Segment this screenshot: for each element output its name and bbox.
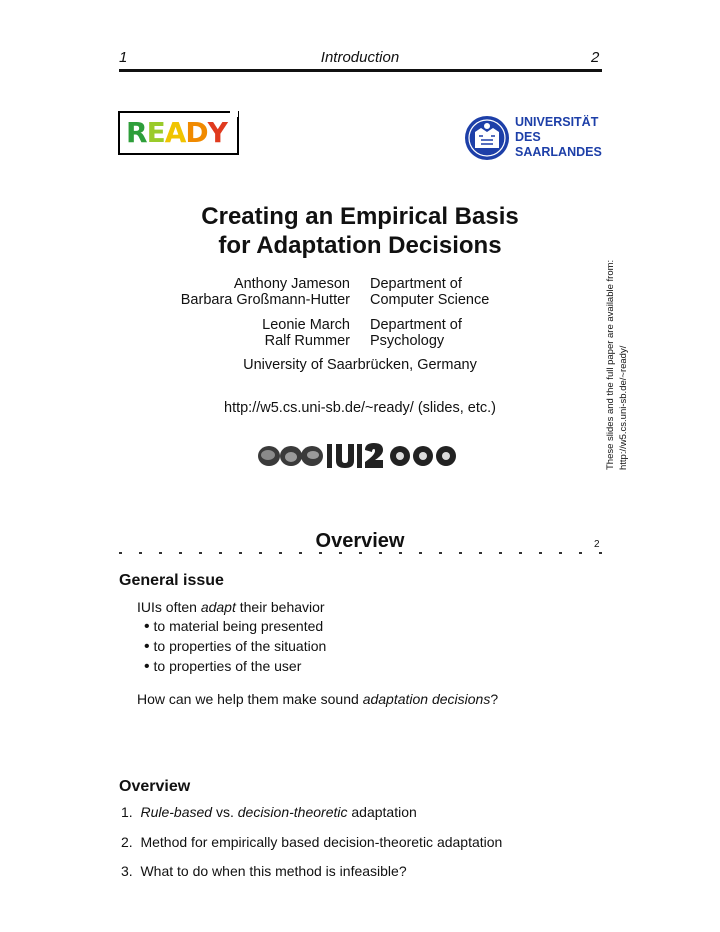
- intro-sentence: [137, 598, 325, 616]
- ready-letter-r: R: [126, 116, 147, 149]
- ready-logo: [118, 111, 239, 155]
- author-name-4: Ralf Rummer: [264, 333, 350, 349]
- author-name-3: Leonie March: [262, 317, 350, 333]
- overview-title: Overview: [315, 530, 405, 552]
- intro-suffix: their behavior: [235, 599, 325, 615]
- overview-item-2: [121, 833, 502, 851]
- item-tail: adaptation: [347, 804, 417, 820]
- ready-logo-text: [126, 118, 227, 148]
- header-left-number: 1: [119, 49, 128, 66]
- author-name-2: Barbara Großmann-Hutter: [180, 292, 350, 308]
- item-text: Method for empirically based decision-theoretic adaptation: [140, 834, 503, 850]
- question-prefix: How can we help them make sound: [137, 691, 363, 707]
- overview-rule: [119, 552, 602, 554]
- item-emphasis-1: Rule-based: [140, 804, 213, 820]
- header-title: Introduction: [320, 49, 400, 66]
- department-line-4: Psychology: [370, 333, 445, 349]
- ready-letter-e: E: [146, 116, 165, 149]
- overview-item-1: [121, 803, 417, 821]
- university-seal-icon: [463, 114, 511, 162]
- general-issue-heading: General issue: [119, 572, 224, 589]
- affiliation: University of Saarbrücken, Germany: [243, 357, 477, 373]
- item-text: What to do when this method is infeasible?: [140, 863, 407, 879]
- side-note: [604, 240, 630, 470]
- side-note-line1: These slides and the full paper are available from:: [605, 259, 616, 470]
- side-note-line2[interactable]: http://w5.cs.uni-sb.de/~ready/: [618, 345, 629, 470]
- overview-page-number: 2: [594, 539, 600, 550]
- bullet-item: [144, 657, 301, 676]
- iui2000-logo-icon: [255, 438, 465, 470]
- slide-title-line1: Creating an Empirical Basis: [201, 203, 519, 230]
- ready-logo-notch: [230, 108, 238, 117]
- header-right-number: 2: [591, 49, 600, 66]
- overview-item-3: [121, 862, 407, 880]
- bullet-text: to material being presented: [153, 618, 324, 634]
- item-number: 2.: [121, 834, 133, 850]
- department-line-3: Department of: [370, 317, 462, 333]
- bullet-text: to properties of the situation: [153, 638, 327, 654]
- item-emphasis-2: decision-theoretic: [237, 804, 348, 820]
- bullet-item: [144, 617, 323, 636]
- slides-url[interactable]: http://w5.cs.uni-sb.de/~ready/ (slides, etc.): [224, 400, 496, 416]
- question-sentence: [137, 690, 498, 708]
- ready-letter-a: A: [164, 116, 186, 149]
- question-emphasis: adaptation decisions: [362, 691, 491, 707]
- intro-prefix: IUIs often: [137, 599, 201, 615]
- intro-emphasis: adapt: [200, 599, 236, 615]
- department-line-2: Computer Science: [370, 292, 490, 308]
- university-name: UNIVERSITÄT DES SAARLANDES: [515, 115, 602, 159]
- overview-heading: Overview: [119, 778, 191, 795]
- bullet-icon: •: [144, 638, 150, 655]
- ready-letter-d: D: [185, 116, 208, 149]
- department-line-1: Department of: [370, 276, 462, 292]
- item-number: 3.: [121, 863, 133, 879]
- question-suffix: ?: [490, 691, 499, 707]
- item-number: 1.: [121, 804, 133, 820]
- bullet-text: to properties of the user: [153, 658, 302, 674]
- bullet-icon: •: [144, 618, 150, 635]
- item-mid: vs.: [212, 804, 238, 820]
- bullet-item: [144, 637, 326, 656]
- bullet-icon: •: [144, 658, 150, 675]
- author-name-1: Anthony Jameson: [233, 276, 350, 292]
- slide-title-line2: for Adaptation Decisions: [218, 232, 502, 259]
- header-rule: [119, 69, 602, 72]
- ready-letter-y: Y: [207, 116, 227, 149]
